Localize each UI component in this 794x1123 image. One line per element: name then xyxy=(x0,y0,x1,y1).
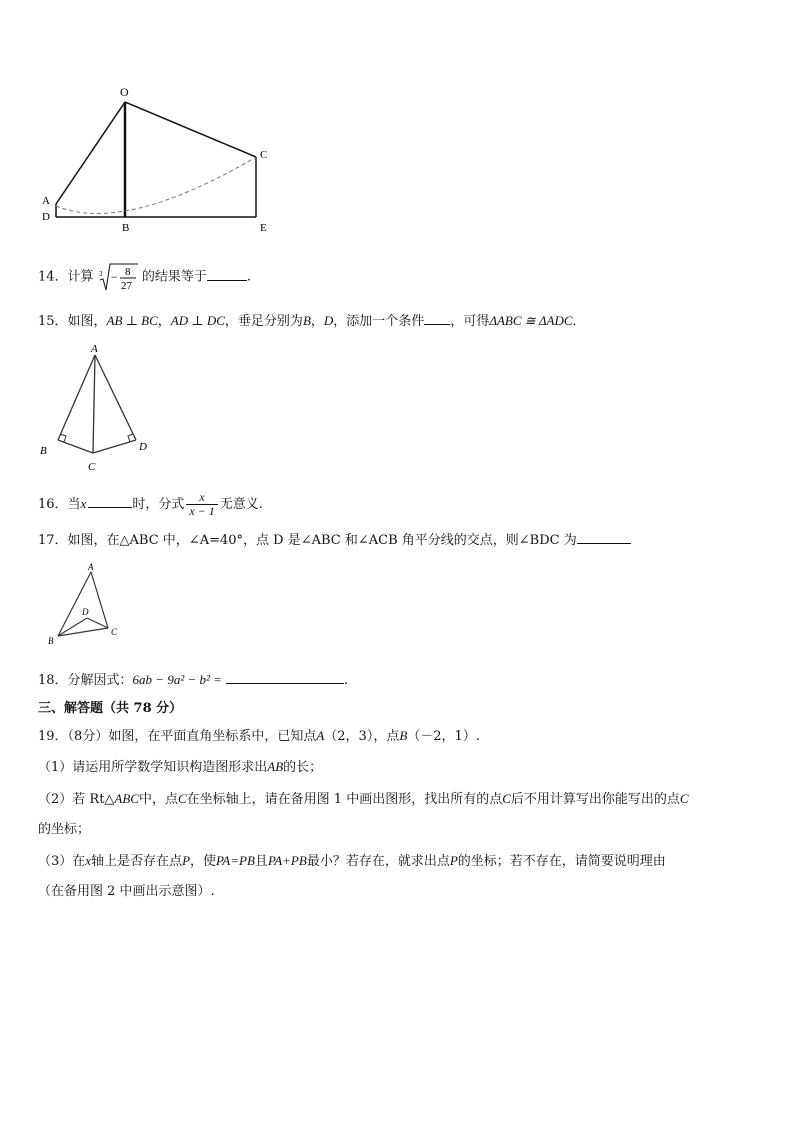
dashed-arc xyxy=(56,157,256,213)
question-14: 14．计算 3 − 8 27 的结果等于 . xyxy=(38,262,251,292)
label-D: D xyxy=(82,607,89,617)
question-19-line-1: 19．（8分）如图，在平面直角坐标系中，已知点A（2，3），点B（－2，1）. xyxy=(38,728,480,744)
q14-prefix: 14．计算 xyxy=(38,269,94,285)
question-16: 16．当x 时，分式 $\frac{x}{x - 1}$ 无意义. xyxy=(38,490,263,518)
answer-blank-16[interactable] xyxy=(88,495,132,508)
answer-blank-18[interactable] xyxy=(226,671,344,684)
label-A: A xyxy=(88,562,94,572)
answer-blank-17[interactable] xyxy=(577,531,631,544)
question-19-part-3-cont: （在备用图 2 中画出示意图）. xyxy=(38,884,215,899)
question-15: 15．如图，AB ⊥ BC，AD ⊥ DC，垂足分别为B，D，添加一个条件 ，可得ΔABC ≅ ΔADC． xyxy=(38,313,586,329)
question-19-part-2: （2）若 Rt△ABC中，点C在坐标轴上，请在备用图 1 中画出图形，找出所有的点C后不用计算写出你能写出的点C xyxy=(38,791,689,807)
svg-text:8: 8 xyxy=(124,266,131,278)
label-C: C xyxy=(88,461,96,473)
label-C: C xyxy=(260,149,268,161)
q14-text: 的结果等于 xyxy=(141,269,207,285)
svg-text:−: − xyxy=(110,270,118,284)
section-title: 三、解答题（共 78 分） xyxy=(38,701,183,716)
label-B: B xyxy=(48,636,54,646)
segment-AO xyxy=(56,102,125,204)
label-E: E xyxy=(260,222,267,234)
label-O: O xyxy=(120,85,129,99)
question-19-part-1: （1）请运用所学数学知识构造图形求出AB的长； xyxy=(38,759,323,775)
cube-root-expression xyxy=(98,262,138,292)
question-18: 18．分解因式：6ab − 9a² − b² = . xyxy=(38,672,349,688)
answer-blank-14[interactable] xyxy=(207,268,247,281)
label-D: D xyxy=(139,441,147,453)
question-19-part-3: （3）在x轴上是否存在点P，使PA=PB且PA+PB最小？若存在，就求出点P的坐标；若不存在，请简要说明理由 xyxy=(38,853,666,869)
label-B: B xyxy=(122,222,130,234)
svg-text:3: 3 xyxy=(98,270,103,278)
label-B: B xyxy=(40,445,47,457)
expression: 6ab − 9a² − b² = xyxy=(132,672,222,687)
question-17: 17．如图，在△ABC 中，∠A=40°，点 D 是∠ABC 和∠ACB 角平分线的交点，则∠BDC 为 xyxy=(38,531,631,550)
label-A: A xyxy=(91,343,98,355)
segment-OC xyxy=(125,102,256,157)
answer-blank-15[interactable] xyxy=(424,312,450,325)
fraction-x-over-x-minus-1: $\frac{x}{x - 1}$ xyxy=(186,491,217,518)
svg-text:27: 27 xyxy=(120,280,132,292)
label-A: A xyxy=(42,195,50,207)
radical-sign-icon xyxy=(98,262,138,292)
figure-q15-kite xyxy=(38,340,158,475)
label-D: D xyxy=(42,211,50,223)
question-19-part-2-cont: 的坐标； xyxy=(38,822,91,837)
figure-q17-triangle xyxy=(40,560,130,648)
label-C: C xyxy=(111,627,118,637)
figure-quadrilateral-arc xyxy=(38,82,278,237)
